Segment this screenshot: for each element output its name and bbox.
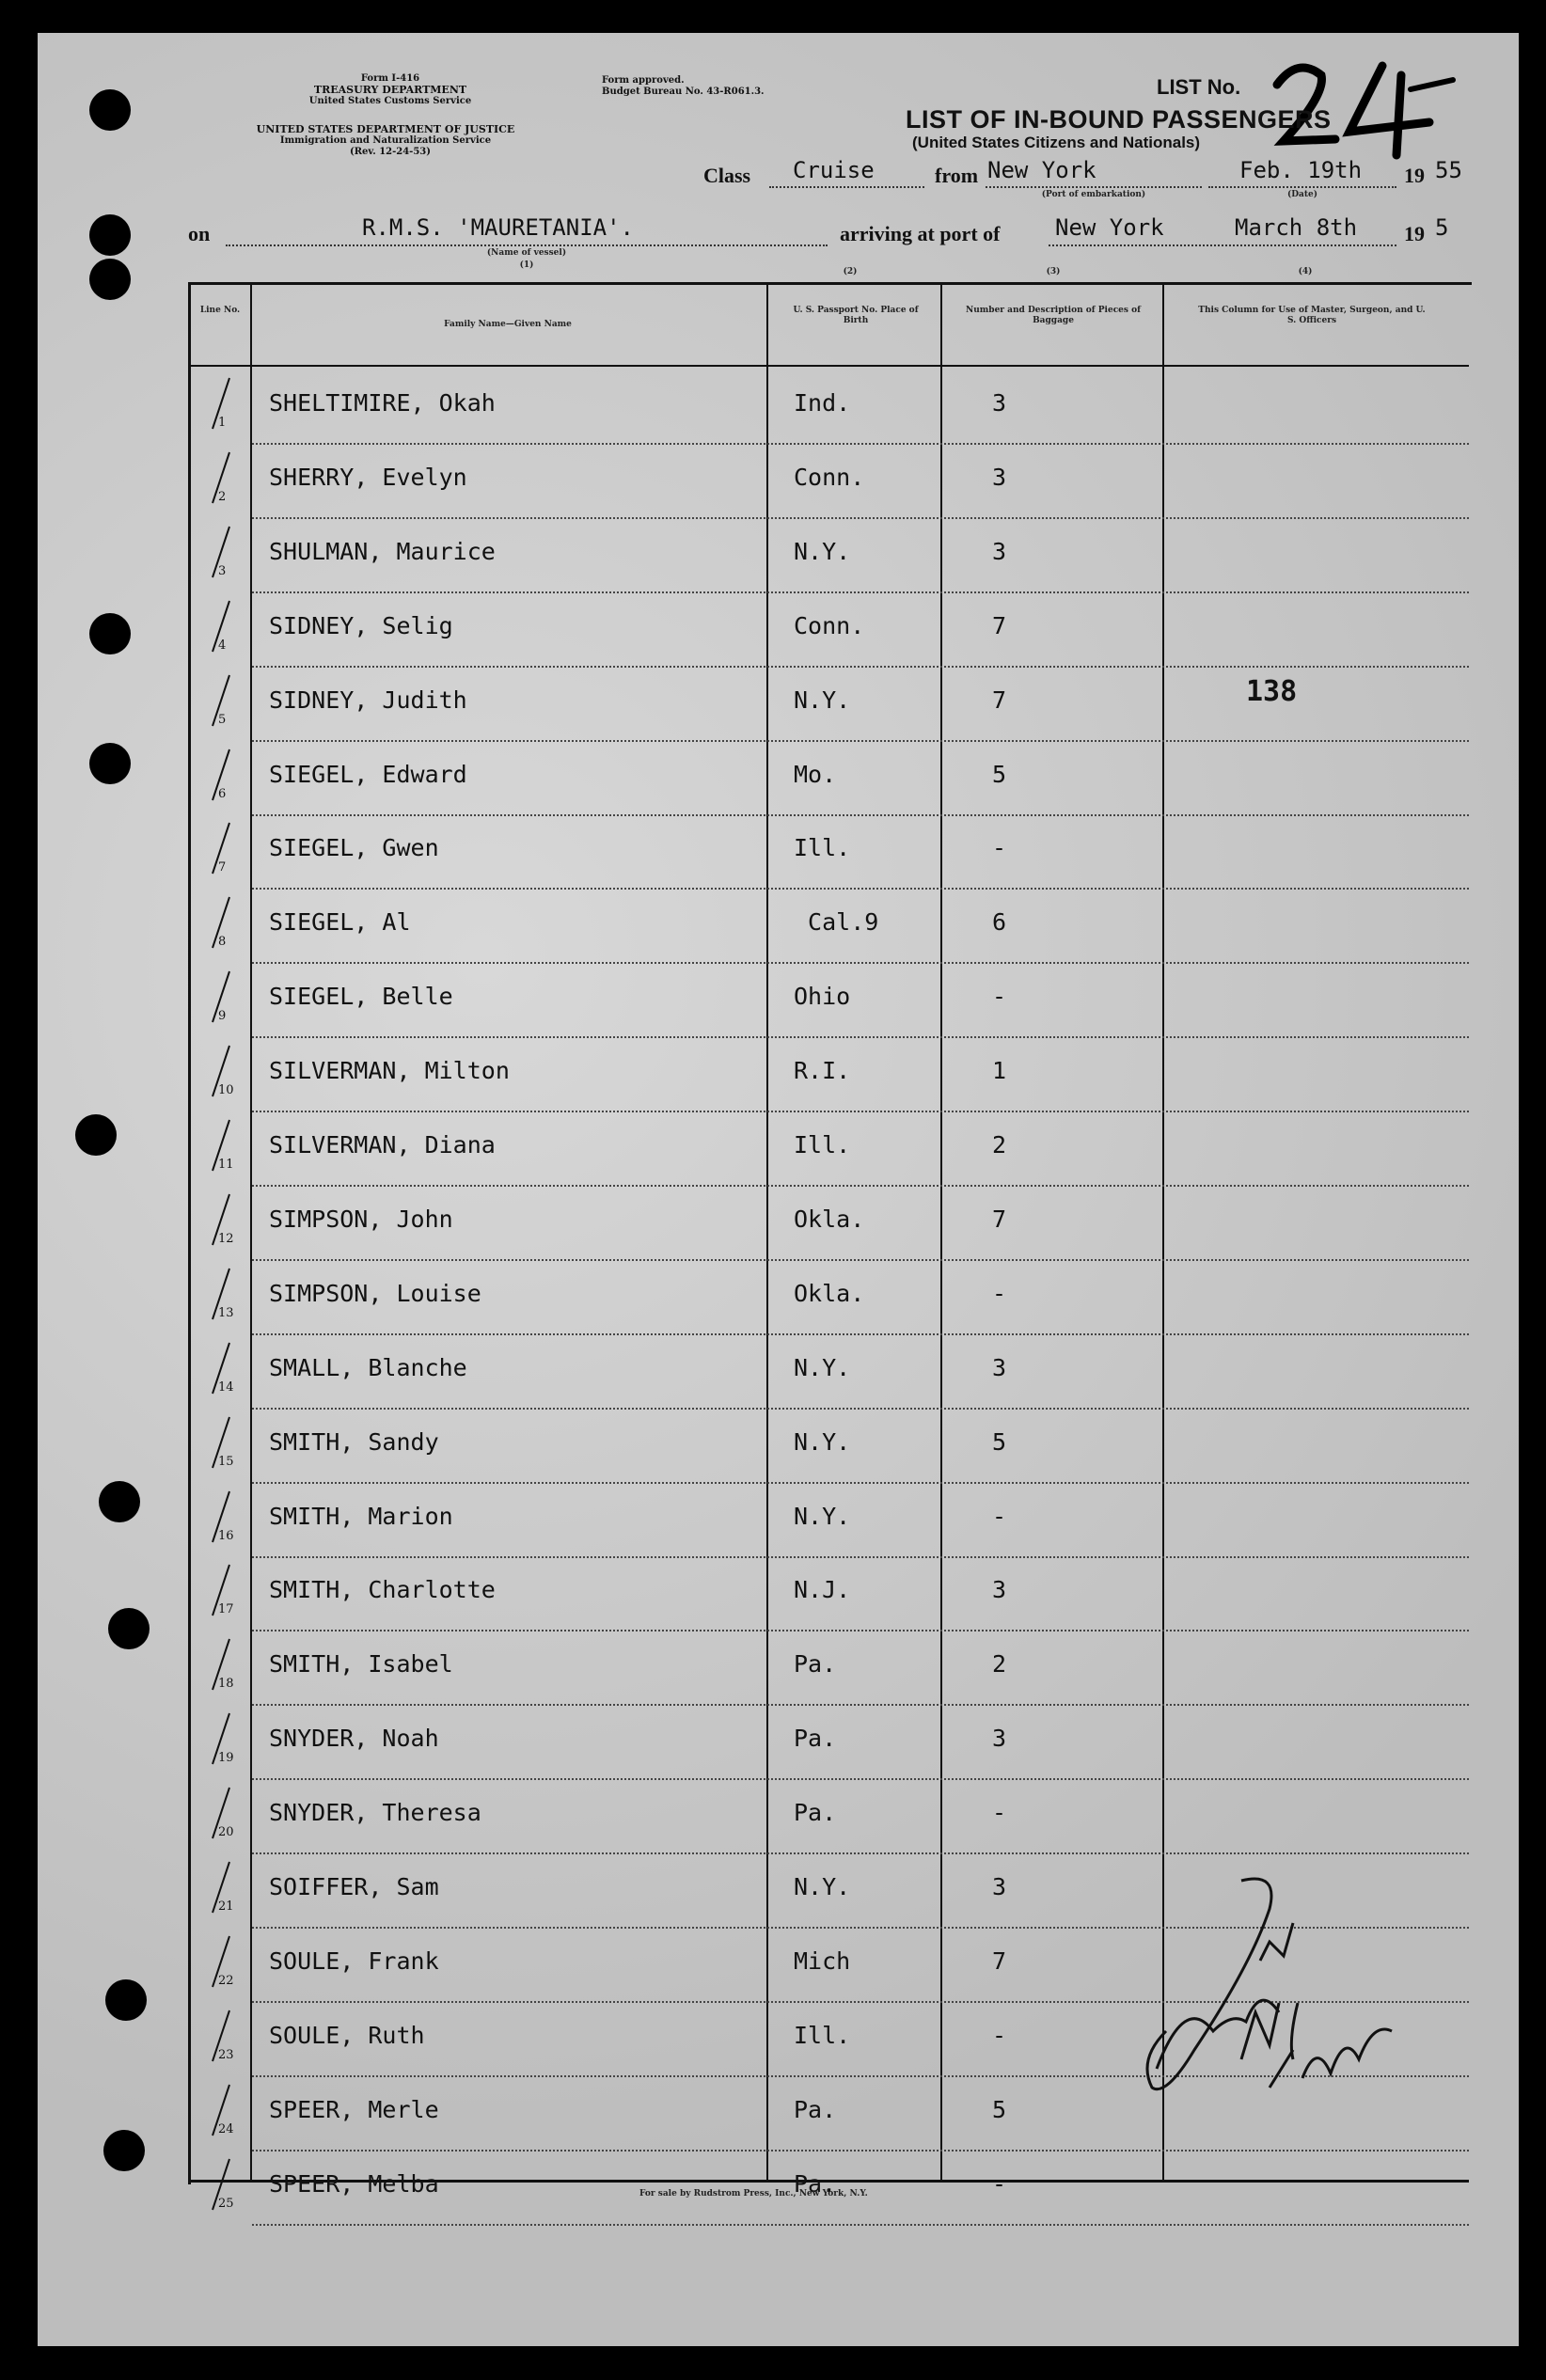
baggage-count: 3 bbox=[992, 1725, 1007, 1753]
passenger-name: SOIFFER, Sam bbox=[269, 1873, 439, 1900]
col-caption-3: (3) bbox=[1046, 267, 1061, 276]
baggage-count: 5 bbox=[992, 760, 1007, 788]
birth-place: Mo. bbox=[794, 760, 837, 788]
form-title: LIST OF IN-BOUND PASSENGERS bbox=[906, 105, 1332, 134]
baggage-count: 1 bbox=[992, 1057, 1007, 1085]
passenger-name: SMITH, Charlotte bbox=[269, 1576, 496, 1604]
baggage-count: 7 bbox=[992, 1205, 1007, 1233]
passenger-name: SIDNEY, Selig bbox=[269, 611, 453, 639]
dept-immigration: Immigration and Naturalization Service bbox=[279, 135, 492, 146]
col-line-no: Line No. bbox=[199, 306, 241, 315]
passenger-name: SMALL, Blanche bbox=[269, 1353, 467, 1381]
table-row bbox=[218, 1333, 1469, 1410]
table-row bbox=[218, 1630, 1469, 1706]
baggage-count: 6 bbox=[992, 908, 1007, 937]
col-caption-4: (4) bbox=[1298, 267, 1313, 276]
dept-justice: UNITED STATES DEPARTMENT OF JUSTICE bbox=[256, 123, 515, 135]
baggage-count: 7 bbox=[992, 1947, 1007, 1975]
inspector-signature bbox=[1128, 1871, 1411, 2116]
passenger-name: SHERRY, Evelyn bbox=[269, 463, 467, 491]
birth-place: Okla. bbox=[794, 1279, 865, 1307]
baggage-count: - bbox=[992, 1502, 1007, 1530]
baggage-count: - bbox=[992, 1279, 1007, 1307]
birth-place: N.Y. bbox=[794, 1873, 851, 1900]
passenger-name: SNYDER, Theresa bbox=[269, 1799, 481, 1827]
line-number: 16 bbox=[218, 1528, 234, 1543]
vessel-name-value: R.M.S. 'MAURETANIA'. bbox=[362, 214, 634, 241]
baggage-count: 3 bbox=[992, 1873, 1007, 1900]
passenger-name: SIDNEY, Judith bbox=[269, 686, 467, 714]
table-row bbox=[218, 517, 1469, 593]
binder-hole bbox=[103, 2130, 145, 2171]
line-number: 5 bbox=[218, 712, 227, 727]
birth-place: Conn. bbox=[794, 611, 865, 639]
passenger-name: SIEGEL, Gwen bbox=[269, 834, 439, 862]
birth-place: Pa. bbox=[794, 1799, 837, 1827]
table-row bbox=[218, 1185, 1469, 1261]
birth-place: Ill. bbox=[794, 834, 851, 862]
line-number: 1 bbox=[218, 416, 227, 430]
line-number: 21 bbox=[218, 1899, 234, 1914]
birth-place: Ind. bbox=[794, 389, 851, 417]
baggage-count: 7 bbox=[992, 611, 1007, 639]
table-row bbox=[218, 1555, 1469, 1631]
line-number: 13 bbox=[218, 1305, 234, 1320]
binder-hole bbox=[89, 214, 131, 256]
birth-place: N.J. bbox=[794, 1576, 851, 1604]
officer-stamp: 138 bbox=[1246, 675, 1298, 708]
col-family-name: Family Name—Given Name bbox=[444, 320, 572, 329]
birth-place: Ill. bbox=[794, 1131, 851, 1158]
birth-place: Okla. bbox=[794, 1205, 865, 1233]
table-row bbox=[218, 740, 1469, 816]
line-number: 24 bbox=[218, 2121, 234, 2136]
passenger-name: SILVERMAN, Milton bbox=[269, 1057, 510, 1085]
baggage-count: 3 bbox=[992, 1353, 1007, 1381]
vessel-caption: (Name of vessel) bbox=[486, 248, 567, 258]
dept-treasury: TREASURY DEPARTMENT bbox=[313, 84, 467, 96]
line-number: 10 bbox=[218, 1083, 234, 1098]
baggage-count: 2 bbox=[992, 1650, 1007, 1679]
line-number: 25 bbox=[218, 2196, 234, 2211]
passenger-name: SMITH, Marion bbox=[269, 1502, 453, 1530]
line-number: 17 bbox=[218, 1602, 234, 1617]
table-row bbox=[218, 1259, 1469, 1335]
year-prefix-2: 19 bbox=[1404, 222, 1425, 245]
year-suffix-1: 55 bbox=[1435, 157, 1462, 183]
binder-hole bbox=[99, 1481, 140, 1522]
line-number: 15 bbox=[218, 1454, 234, 1469]
binder-hole bbox=[108, 1608, 150, 1649]
birth-place: N.Y. bbox=[794, 537, 851, 565]
passenger-name: SHELTIMIRE, Okah bbox=[269, 389, 496, 417]
budget-bureau: Budget Bureau No. 43-R061.3. bbox=[602, 87, 765, 97]
col-officers: This Column for Use of Master, Surgeon, and U. S. Officers bbox=[1198, 306, 1426, 325]
birth-place: N.Y. bbox=[794, 1353, 851, 1381]
binder-hole bbox=[75, 1114, 117, 1156]
form-number: Form I-416 bbox=[360, 73, 420, 84]
passenger-name: SMITH, Sandy bbox=[269, 1427, 439, 1456]
table-row bbox=[218, 1778, 1469, 1854]
binder-hole bbox=[89, 259, 131, 300]
dept-customs: United States Customs Service bbox=[308, 96, 472, 106]
passenger-name: SOULE, Frank bbox=[269, 1947, 439, 1975]
baggage-count: 2 bbox=[992, 1131, 1007, 1158]
col-caption-1: (1) bbox=[519, 260, 534, 270]
baggage-count: - bbox=[992, 983, 1007, 1011]
from-port-caption: (Port of embarkation) bbox=[1041, 190, 1146, 199]
passenger-name: SIEGEL, Al bbox=[269, 908, 411, 937]
baggage-count: 3 bbox=[992, 1576, 1007, 1604]
line-number: 20 bbox=[218, 1825, 234, 1840]
passenger-name: SIEGEL, Edward bbox=[269, 760, 467, 788]
passenger-name: SILVERMAN, Diana bbox=[269, 1131, 496, 1158]
birth-place: Cal.9 bbox=[794, 908, 879, 937]
birth-place: N.Y. bbox=[794, 1427, 851, 1456]
baggage-count: 5 bbox=[992, 2095, 1007, 2123]
line-number: 23 bbox=[218, 2047, 234, 2062]
line-number: 3 bbox=[218, 563, 227, 578]
baggage-count: 3 bbox=[992, 463, 1007, 491]
table-row bbox=[218, 813, 1469, 890]
line-number: 7 bbox=[218, 860, 227, 875]
table-row bbox=[218, 2150, 1469, 2226]
birth-place: R.I. bbox=[794, 1057, 851, 1085]
arriving-label: arriving at port of bbox=[840, 222, 1001, 245]
baggage-count: - bbox=[992, 834, 1007, 862]
passenger-name: SIEGEL, Belle bbox=[269, 983, 453, 1011]
passenger-name: SPEER, Melba bbox=[269, 2169, 439, 2198]
baggage-count: 5 bbox=[992, 1427, 1007, 1456]
table-row bbox=[218, 962, 1469, 1038]
table-row bbox=[218, 888, 1469, 964]
line-number: 11 bbox=[218, 1158, 234, 1172]
birth-place: Ohio bbox=[794, 983, 851, 1011]
printer-footer: For sale by Rudstrom Press, Inc., New York, N.Y. bbox=[639, 2189, 868, 2199]
line-number: 12 bbox=[218, 1231, 234, 1246]
baggage-count: - bbox=[992, 2021, 1007, 2049]
on-label: on bbox=[188, 222, 211, 245]
table-row bbox=[218, 1036, 1469, 1112]
baggage-count: - bbox=[992, 1799, 1007, 1827]
table-row bbox=[218, 1482, 1469, 1558]
baggage-count: 3 bbox=[992, 389, 1007, 417]
birth-place: Pa. bbox=[794, 1650, 837, 1679]
year-suffix-2: 5 bbox=[1435, 214, 1449, 241]
birth-place: Pa. bbox=[794, 2095, 837, 2123]
passenger-name: SMITH, Isabel bbox=[269, 1650, 453, 1679]
passenger-name: SPEER, Merle bbox=[269, 2095, 439, 2123]
line-number: 8 bbox=[218, 935, 227, 950]
passenger-name: SHULMAN, Maurice bbox=[269, 537, 496, 565]
birth-place: Pa. bbox=[794, 2169, 837, 2198]
line-number: 9 bbox=[218, 1009, 227, 1024]
class-label: Class bbox=[703, 164, 751, 187]
baggage-count: 3 bbox=[992, 537, 1007, 565]
birth-place: Conn. bbox=[794, 463, 865, 491]
birth-place: N.Y. bbox=[794, 1502, 851, 1530]
col-passport: U. S. Passport No. Place of Birth bbox=[793, 306, 919, 325]
passenger-name: SNYDER, Noah bbox=[269, 1725, 439, 1753]
binder-hole bbox=[89, 613, 131, 654]
class-value: Cruise bbox=[793, 157, 875, 183]
passenger-name: SOULE, Ruth bbox=[269, 2021, 425, 2049]
line-number: 4 bbox=[218, 638, 227, 653]
table-row bbox=[218, 1704, 1469, 1780]
date-caption: (Date) bbox=[1286, 190, 1318, 199]
line-number: 14 bbox=[218, 1379, 234, 1395]
form-revision: (Rev. 12-24-53) bbox=[350, 147, 431, 157]
col-baggage: Number and Description of Pieces of Baggage bbox=[966, 306, 1141, 325]
baggage-count: 7 bbox=[992, 686, 1007, 714]
arrival-date-value: March 8th bbox=[1235, 214, 1358, 241]
year-prefix-1: 19 bbox=[1404, 164, 1425, 187]
line-number: 2 bbox=[218, 489, 227, 504]
table-row bbox=[218, 1111, 1469, 1187]
table-row bbox=[218, 443, 1469, 519]
line-number: 19 bbox=[218, 1751, 234, 1766]
table-row bbox=[218, 369, 1469, 445]
form-subtitle: (United States Citizens and Nationals) bbox=[912, 134, 1201, 151]
binder-hole bbox=[89, 89, 131, 131]
line-number: 22 bbox=[218, 1973, 234, 1988]
birth-place: Pa. bbox=[794, 1725, 837, 1753]
birth-place: N.Y. bbox=[794, 686, 851, 714]
from-label: from bbox=[935, 164, 979, 187]
line-number: 6 bbox=[218, 786, 227, 801]
arrival-port-value: New York bbox=[1055, 214, 1164, 241]
passenger-name: SIMPSON, Louise bbox=[269, 1279, 481, 1307]
birth-place: Mich bbox=[794, 1947, 851, 1975]
baggage-count: - bbox=[992, 2169, 1007, 2198]
birth-place: Ill. bbox=[794, 2021, 851, 2049]
table-row bbox=[218, 1408, 1469, 1484]
from-port-value: New York bbox=[987, 157, 1096, 183]
passenger-name: SIMPSON, John bbox=[269, 1205, 453, 1233]
form-approved: Form approved. bbox=[602, 75, 685, 86]
list-no-label: LIST No. bbox=[1157, 75, 1241, 99]
line-number: 18 bbox=[218, 1677, 234, 1692]
table-row bbox=[218, 591, 1469, 668]
departure-date-value: Feb. 19th bbox=[1239, 157, 1363, 183]
binder-hole bbox=[105, 1979, 147, 2021]
binder-hole bbox=[89, 743, 131, 784]
col-caption-2: (2) bbox=[843, 267, 858, 276]
